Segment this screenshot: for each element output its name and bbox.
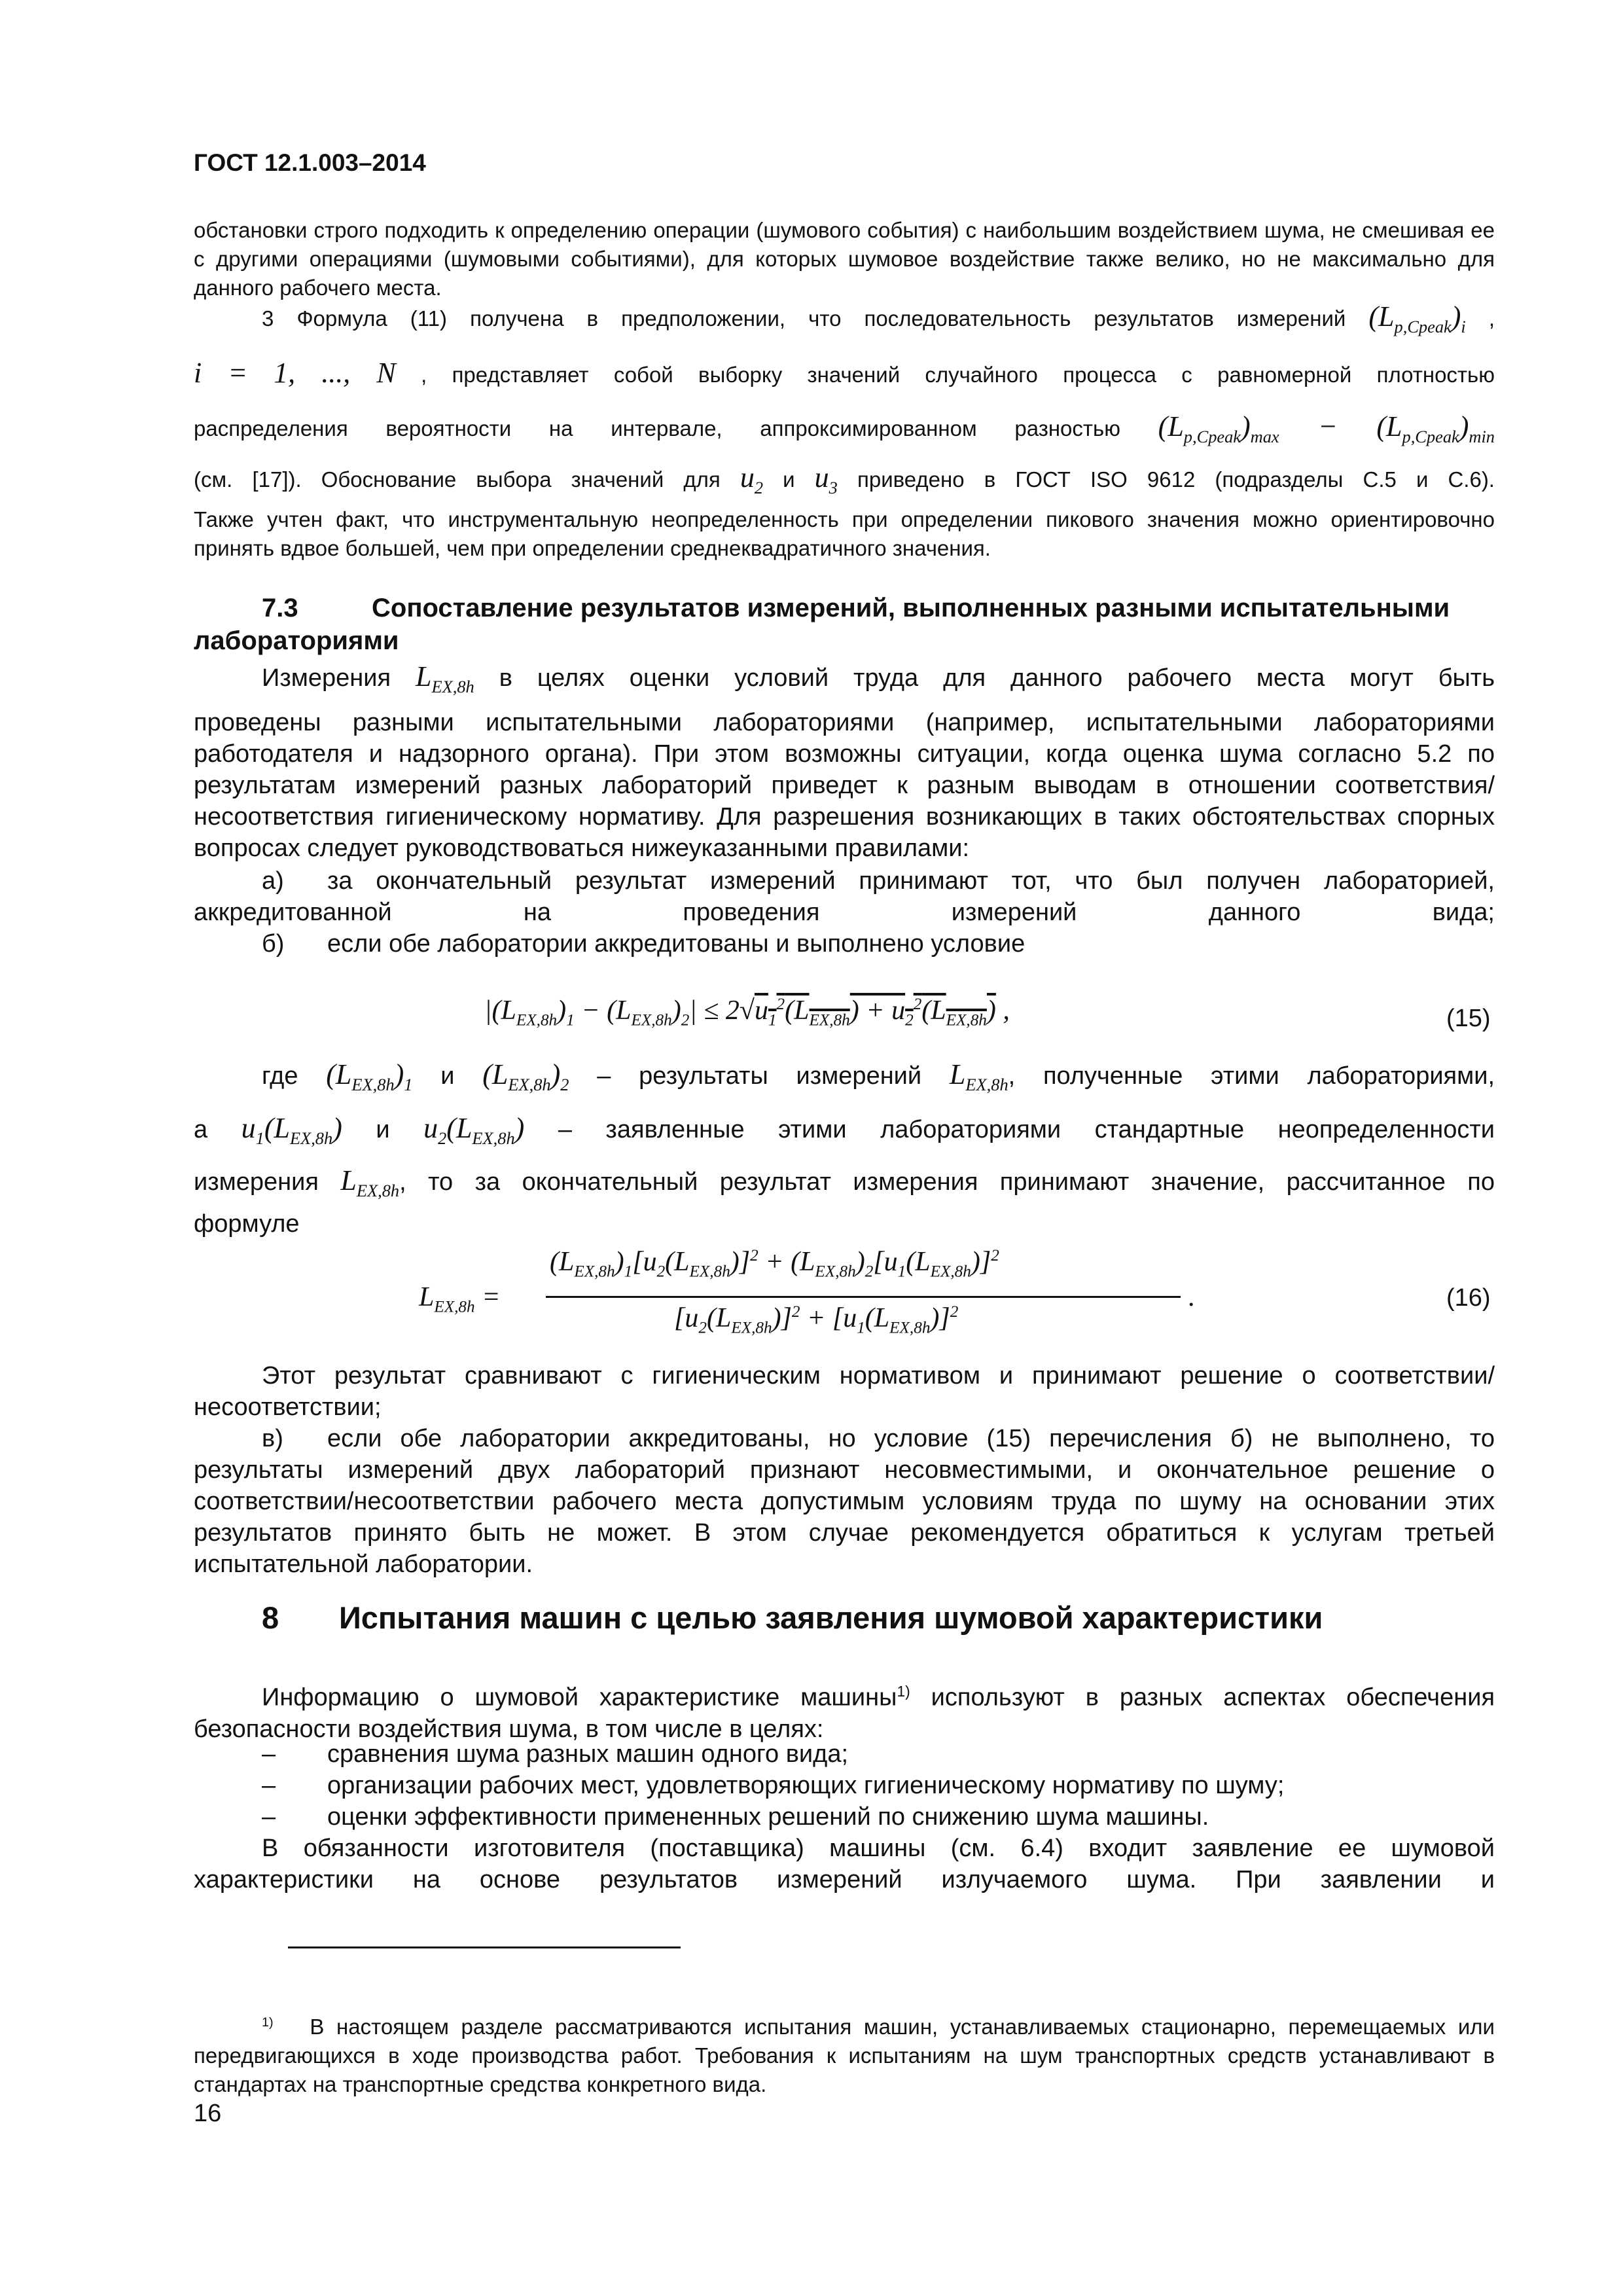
item-a: а) за окончательный результат измерений принимают тот, что был получен лабораторией, аккредитованной на проведения измерений данного вида; xyxy=(194,867,1495,926)
section-8-heading: 8 Испытания машин с целью заявления шумовой характеристики xyxy=(262,1600,1323,1635)
formula-inline-lp-cpeak-i: $(L_{p,Cpeak})_i$ xyxy=(1368,300,1466,336)
equation-number-15: (15) xyxy=(1446,1005,1491,1032)
section-7-3-intro-body: проведены разными испытательными лабораториями (например, испытательными лабораториями работодателя и надзорного органа). При этом возможны ситуации, когда оценка шума согласно 5.2 по результатам измерений разных лабораторий приведет к разным выводам в отношении соответствия/несоответствия гигиеническому нормативу. Для разрешения возникающих в таких обстоятельствах спорных вопросах следует руководствоваться нижеуказанными правилами: xyxy=(194,709,1495,862)
note-3-line-4: (см. [17]). Обоснование выбора значений для $u_2$ и $u_3$ приведено в ГОСТ ISO 9612 (подразделы С.5 и С.6). xyxy=(194,461,1495,497)
fraction-bar xyxy=(546,1296,1181,1298)
footnote-separator xyxy=(288,1946,681,1948)
formula-inline-difference: $(L_{p,Cpeak})_{max} - (L_{p,Cpeak})_{min}$ xyxy=(1158,410,1495,446)
page-number: 16 xyxy=(194,2100,222,2127)
item-v: в) если обе лаборатории аккредитованы, но условие (15) перечисления б) не выполнено, то результаты измерений двух лабораторий признают несовместимыми, и окончательное решение о соответствии/несоответствии рабочего места допустимым условиям труда по шуму на основании этих результатов принято быть не может. В этом случае рекомендуется обратиться к услугам третьей испытательной лаборатории. xyxy=(194,1425,1495,1578)
formula-inline-i-range: i = 1, ..., N xyxy=(194,357,396,389)
formula-16-denominator: $[u_2(L_{EX,8h})]^2 + [u_1(L_{EX,8h})]^2$ xyxy=(674,1303,959,1337)
section-7-3-heading: 7.3 Сопоставление результатов измерений, выполненных разными испытательными xyxy=(262,594,1450,622)
equation-number-16: (16) xyxy=(1446,1284,1491,1312)
uncertainties-line: а $u_1(L_{EX,8h})$ и $u_2(L_{EX,8h})$ – заявленные этими лабораториями стандартные неопределенности xyxy=(194,1112,1495,1148)
document-header: ГОСТ 12.1.003–2014 xyxy=(194,149,426,176)
result-paragraph: Этот результат сравнивают с гигиеническим нормативом и принимают решение о соответствии/несоответствии; xyxy=(194,1362,1495,1421)
note-3-line-5: Также учтен факт, что инструментальную неопределенность при определении пикового значения можно ориентировочно принять вдвое большей, чем при определении среднеквадратичного значения. xyxy=(194,507,1495,560)
where-line: где $(L_{EX,8h})_1$ и $(L_{EX,8h})_2$ – результаты измерений $L_{EX,8h}$, полученные этими лабораториями, xyxy=(262,1058,1495,1094)
note-3-line-3: распределения вероятности на интервале, аппроксимированном разностью $(L_{p,Cpeak})_{max} - (L_{p,Cpeak})_{min}$ xyxy=(194,410,1495,446)
note-3-text: 3 Формула (11) получена в предположении, что последовательность результатов измерений xyxy=(262,306,1346,331)
obligation-paragraph: В обязанности изготовителя (поставщика) машины (см. 6.4) входит заявление ее шумовой характеристики на основе результатов измерений излучаемого шума. При заявлении и xyxy=(194,1835,1495,1893)
section-7-3-heading-cont: лабораториями xyxy=(194,626,399,655)
bullet-item: – организации рабочих мест, удовлетворяющих гигиеническому нормативу по шуму; xyxy=(262,1772,1285,1799)
bullet-item: – сравнения шума разных машин одного вида; xyxy=(262,1740,849,1768)
formula-15: $|(L_{EX,8h})_1 - (L_{EX,8h})_2| \le 2√u_1^2(L_{EX,8h}) + u_2^2(L_{EX,8h})$ , xyxy=(484,996,1010,1030)
item-b: б) если обе лаборатории аккредитованы и выполнено условие xyxy=(262,930,1026,958)
note-paragraph-1: обстановки строго подходить к определению операции (шумового события) с наибольшим воздействием шума, не смешивая ее с другими операциями (шумовыми событиями), для которых шумовое воздействие также велико, но не максимально для данного рабочего места. xyxy=(194,218,1495,300)
note-3-line-1: 3 Формула (11) получена в предположении, что последовательность результатов измерений $(L_{p,Cpeak})_i$ , xyxy=(262,300,1495,336)
document-page: ГОСТ 12.1.003–2014 обстановки строго подходить к определению операции (шумового события) с наибольшим воздействием шума, не смешивая ее с другими операциями (шумовыми событиями), для которых шумовое воздействие также велико, но не максимально для данного рабочего места. 3 Формула (11) получена в предположении, что последовательность результатов измерений $(L_{p,Cpeak})_i$ , i = 1, ..., N , представляет собой выборку значений случайного процесса с равномерной плотностью распределения вероятности на интервале, аппроксимированном разностью $(L_{p,Cpeak})_{max} - (L_{p,Cpeak})_{min}$ (см. [17]). Обоснование выбора значений для $u_2$ и $u_3$ приведено в ГОСТ ISO 9612 (подразделы С.5 и С.6). Также учтен факт, что инструментальную неопределенность при определении пикового значения можно ориентировочно принять вдвое большей, чем при определении среднеквадратичного значения. 7.3 Сопоставление результатов измерений, выполненных разными испытательными лабораториями Измерения $L_{EX,8h}$ в целях оценки условий труда для данного рабочего места могут быть проведены разными испытательными лабораториями (например, испытательными лабораториями работодателя и надзорного органа). При этом возможны ситуации, когда оценка шума согласно 5.2 по результатам измерений разных лабораторий приведет к разным выводам в отношении соответствия/несоответствия гигиеническому нормативу. Для разрешения возникающих в таких обстоятельствах спорных вопросах следует руководствоваться нижеуказанными правилами: а) за окончательный результат измерений принимают тот, что был получен лабораторией, аккредитованной на проведения измерений данного вида; б) если обе лаборатории аккредитованы и выполнено условие $|(L_{EX,8h})_1 - (L_{EX,8h})_2| \le 2√u_1^2(L_{EX,8h}) + u_2^2(L_{EX,8h})$ , (15) где $(L_{EX,8h})_1$ и $(L_{EX,8h})_2$ – результаты измерений $L_{EX,8h}$, полученные этими лабораториями, а $u_1(L_{EX,8h})$ и $u_2(L_{EX,8h})$ – заявленные этими лабораториями стандартные неопределенности измерения $L_{EX,8h}$, то за окончательный результат измерения принимают значение, рассчитанное по формуле $L_{EX,8h}$ = $(L_{EX,8h})_1[u_2(L_{EX,8h})]^2 + (L_{EX,8h})_2[u_1(L_{EX,8h})]^2$ $[u_2(L_{EX,8h})]^2 + [u_1(L_{EX,8h})]^2$ . (16) Этот результат сравнивают с гигиеническим нормативом и принимают решение о соответствии/несоответствии; в) если обе лаборатории аккредитованы, но условие (15) перечисления б) не выполнено, то результаты измерений двух лабораторий признают несовместимыми, и окончательное решение о соответствии/несоответствии рабочего места допустимым условиям труда по шуму на основании этих результатов принято быть не может. В этом случае рекомендуется обратиться к услугам третьей испытательной лаборатории. 8 Испытания машин с целью заявления шумовой характеристики Информацию о шумовой характеристике машины$^{1)}$ используют в разных аспектах обеспечения безопасности воздействия шума, в том числе в целях: – сравнения шума разных машин одного вида; – организации рабочих мест, удовлетворяющих гигиеническому нормативу по шуму; – оценки эффективности примененных решений по снижению шума машины. В обязанности изготовителя (поставщика) машины (см. 6.4) входит заявление ее шумовой характеристики на основе результатов измерений излучаемого шума. При заявлении и $^{1)}$ В настоящем разделе рассматриваются испытания машин, устанавливаемых стационарно, перемещаемых или передвигающихся в ходе производства работ. Требования к испытаниям на шум транспортных средств устанавливают в стандартах на транспортные средства конкретного вида. 16 xyxy=(194,149,1495,2127)
section-8-intro: Информацию о шумовой характеристике машины$^{1)}$ используют в разных аспектах обеспечения безопасности воздействия шума, в том числе в целях: xyxy=(194,1683,1495,1743)
measurement-line: измерения $L_{EX,8h}$, то за окончательный результат измерения принимают значение, рассчитанное по xyxy=(194,1164,1495,1200)
bullet-item: – оценки эффективности примененных решений по снижению шума машины. xyxy=(262,1803,1209,1831)
footnote: $^{1)}$ В настоящем разделе рассматриваются испытания машин, устанавливаемых стационарно, перемещаемых или передвигающихся в ходе производства работ. Требования к испытаниям на шум транспортных средств устанавливают в стандартах на транспортные средства конкретного вида. xyxy=(194,2015,1495,2096)
formula-16-numerator: $(L_{EX,8h})_1[u_2(L_{EX,8h})]^2 + (L_{EX,8h})_2[u_1(L_{EX,8h})]^2$ xyxy=(550,1247,999,1281)
formula-word: формуле xyxy=(194,1210,300,1238)
section-7-3-intro-line-1: Измерения $L_{EX,8h}$ в целях оценки условий труда для данного рабочего места могут быть xyxy=(262,660,1495,696)
note-3-line-2: i = 1, ..., N , представляет собой выборку значений случайного процесса с равномерной плотностью xyxy=(194,357,1495,389)
